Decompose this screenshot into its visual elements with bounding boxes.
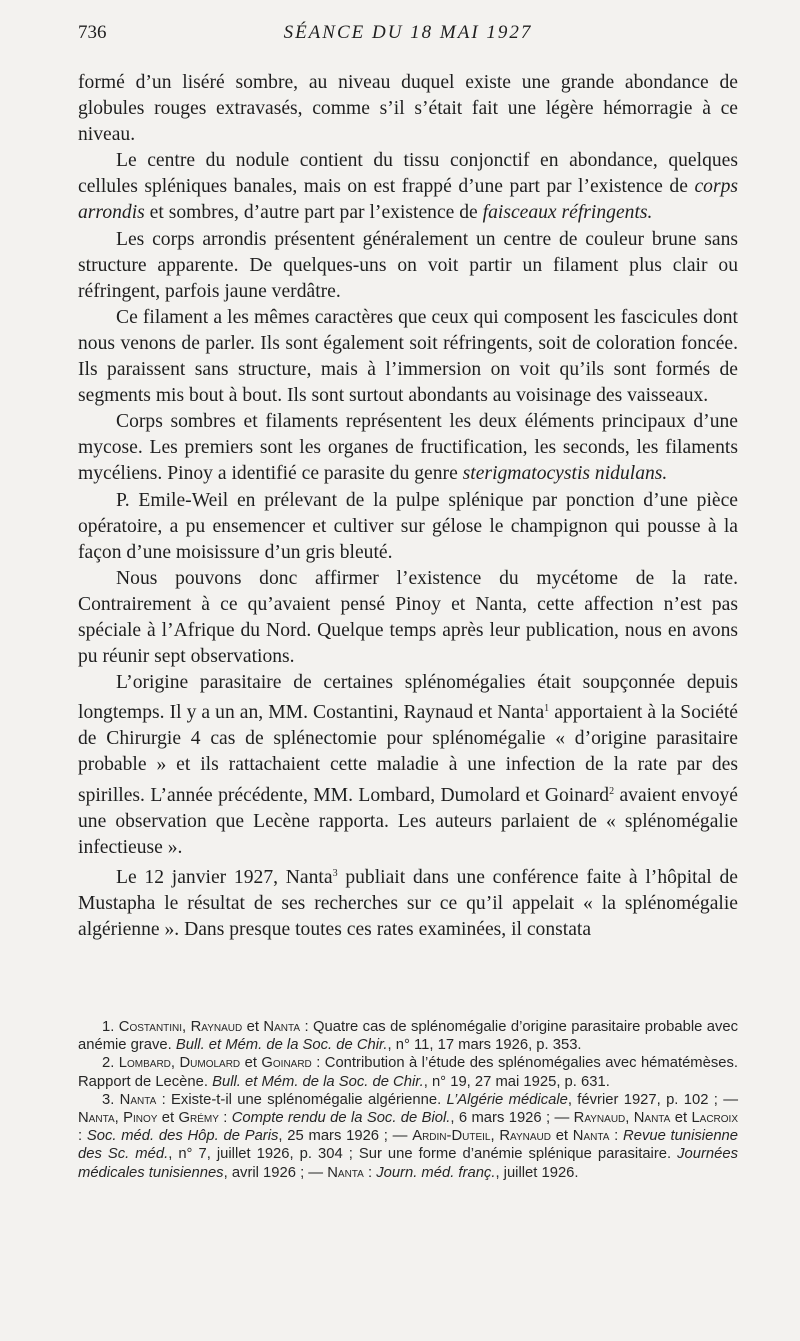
author-names: Nanta [572,1128,610,1145]
author-names: Lombard, Dumolard [118,1055,241,1072]
text-run: apportaient à la Société de Chirurgie 4 cas de splénectomie pour splénomégalie « d’origine parasitaire probable » et ils rattachaient cette maladie à une infection de la rate par des spirilles. L’année précédente, MM. Lombard, Dumolard et Goinard [78,702,738,806]
italic-text: Revue tunisienne des Sc. méd. [78,1128,739,1163]
paragraph [78,566,738,670]
running-head: SÉANCE DU 18 MAI 1927 [283,22,533,43]
text-run: 1. [102,1019,119,1035]
italic-text: Journées médicales tunisiennes [78,1146,739,1181]
italic-text: Bull. et Mém. de la Soc. de Chir. [175,1037,388,1054]
paragraph [78,861,738,943]
text-run: avaient envoyé une observation que Lecène rapporta. Les auteurs parlaient de « splénomégalie infectieuse ». [78,784,738,858]
italic-text: L’Algérie médicale [446,1091,568,1108]
text-run: : [609,1128,624,1145]
text-run: , 25 mars 1926 ; — [278,1128,413,1145]
text-run: 2. [102,1055,119,1072]
italic-text: corps arrondis [78,176,738,224]
footnote [78,1091,738,1182]
paragraph [78,409,738,487]
text-run: formé d’un liséré sombre, au niveau duquel existe une grande abondance de globules rouges extravasés, comme s’il s’était fait une légère hémorragie à ce niveau. [78,72,738,146]
author-names: Costantini, Raynaud [118,1019,243,1035]
text-run: Les corps arrondis présentent généralement un centre de couleur brune sans structure apparente. De quelques-uns on voit partir un filament plus clair ou réfringent, parfois jaune verdâtre. [78,228,738,302]
paragraph [78,305,738,409]
page-number: 736 [78,22,107,43]
author-names: Raynaud, Nanta [573,1110,671,1127]
text-run: , 6 mars 1926 ; — [450,1110,574,1127]
italic-text: Journ. méd. franç. [376,1164,496,1181]
text-run: , juillet 1926. [495,1164,579,1181]
italic-text: Bull. et Mém. de la Soc. de Chir. [212,1073,424,1090]
author-names: Grémy [178,1110,219,1127]
author-names: Ardin-Duteil, Raynaud [412,1128,551,1145]
footnote-reference: 1 [544,703,550,715]
text-run: , avril 1926 ; — [223,1164,328,1181]
text-run: : Quatre cas de splénomégalie d’origine parasitaire probable avec anémie grave. [78,1019,739,1054]
text-run: Corps sombres et filaments représentent les deux éléments principaux d’une mycose. Les premiers sont les organes de fructification, les seconds, les filaments mycéliens. Pinoy a identifié ce parasite du genre [78,411,738,485]
text-run: et [550,1128,573,1145]
italic-text: Compte rendu de la Soc. de Biol. [231,1110,451,1127]
text-run: Nous pouvons donc affirmer l’existence du mycétome de la rate. Contrairement à ce qu’avaient pensé Pinoy et Nanta, cette affection n’est pas spéciale à l’Afrique du Nord. Quelque temps après leur publication, nous en avons pu réunir sept observations. [78,567,738,668]
paragraph [78,670,738,861]
paragraph [78,227,738,305]
text-run: , n° 11, 17 mars 1926, p. 353. [387,1037,582,1054]
text-run: : [218,1110,232,1127]
text-run: et [240,1055,262,1072]
text-run: P. Emile-Weil en prélevant de la pulpe splénique par ponction d’une pièce opératoire, a pu ensemencer et cultiver sur gélose le champignon qui pousse à la façon d’une moisissure d’un gris bleuté. [78,489,738,563]
footnote [78,1054,738,1090]
text-run: , février 1927, p. 102 ; — [567,1091,738,1108]
paragraph [78,488,738,566]
text-run: Le 12 janvier 1927, Nanta [116,866,333,888]
text-run: , n° 7, juillet 1926, p. 304 ; Sur une forme d’anémie splénique parasitaire. [168,1146,678,1163]
body-text [78,70,738,943]
text-run: : [363,1164,377,1181]
text-run: publiait dans une conférence faite à l’hôpital de Mustapha le résultat de ses recherches sur ce qu’il appelait « la splénomégalie algérienne ». Dans presque toutes ces rates examinées, il constata [78,866,738,940]
author-names: Nanta, Pinoy [78,1110,158,1127]
italic-text: faisceaux réfringents. [482,202,653,224]
footnotes [78,1018,738,1182]
italic-text: sterigmatocystis nidulans. [462,463,668,485]
footnote-reference: 3 [332,867,338,879]
paragraph [78,148,738,226]
author-names: Nanta [119,1091,157,1108]
paragraph [78,70,738,148]
text-run: et [242,1019,264,1035]
author-names: Nanta [327,1164,364,1181]
author-names: Nanta [263,1019,301,1035]
page-header [78,22,738,52]
footnote [78,1018,738,1054]
text-run: : [78,1128,87,1145]
text-run: Ce filament a les mêmes caractères que ceux qui composent les fascicules dont nous venons de parler. Ils sont également soit réfringents, soit de coloration foncée. Ils paraissent sans structure, mais à l’immersion on voit qu’ils sont formés de segments mis bout à bout. Ils sont surtout abondants au voisinage des vaisseaux. [78,306,738,407]
text-run: et [670,1110,692,1127]
text-run: Le centre du nodule contient du tissu conjonctif en abondance, quelques cellules spléniques banales, mais on est frappé d’une part par l’existence de [78,150,738,198]
text-run: , n° 19, 27 mai 1925, p. 631. [423,1073,610,1090]
text-run: et [157,1110,179,1127]
text-run: : Existe-t-il une splénomégalie algérienne. [156,1091,447,1108]
text-run: et sombres, d’autre part par l’existence de [144,202,483,224]
text-run: : Contribution à l’étude des splénomégalies avec hématémèses. Rapport de Lecène. [78,1055,738,1090]
text-run: 3. [102,1091,120,1108]
footnote-reference: 2 [609,785,615,797]
author-names: Goinard [261,1055,312,1072]
text-run: L’origine parasitaire de certaines splénomégalies était soupçonnée depuis longtemps. Il y a un an, MM. Costantini, Raynaud et Nanta [78,672,738,724]
author-names: Lacroix [691,1110,739,1127]
italic-text: Soc. méd. des Hôp. de Paris [86,1128,279,1145]
